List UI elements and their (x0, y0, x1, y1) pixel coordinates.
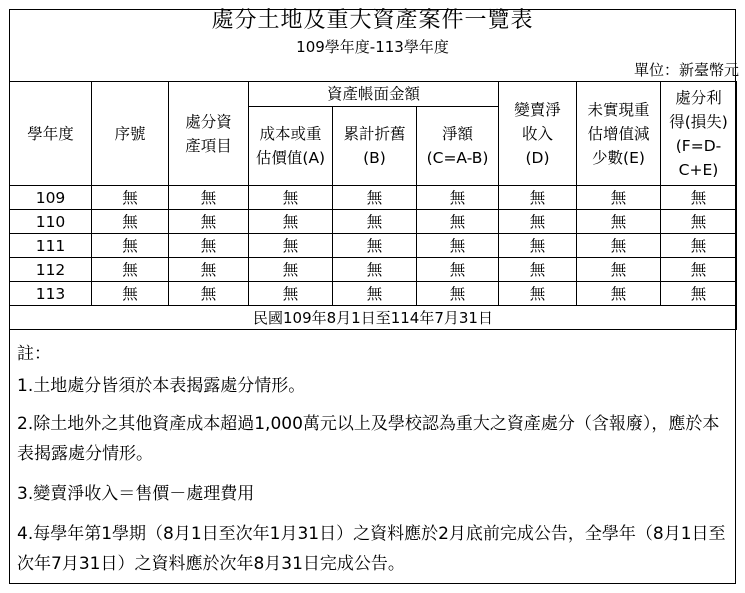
row-cell: 無 (417, 282, 499, 306)
header-unrealized: 未實現重估增值減少數(E) (577, 82, 661, 186)
row-cell: 無 (249, 186, 333, 210)
row-cell: 無 (249, 210, 333, 234)
note-item: 1.土地處分皆須於本表揭露處分情形。 (17, 376, 306, 396)
row-cell: 無 (417, 186, 499, 210)
header-cost: 成本或重估價值(A) (249, 107, 333, 186)
header-net: 淨額(C=A-B) (417, 107, 499, 186)
row-cell: 無 (92, 258, 169, 282)
row-cell: 無 (499, 282, 577, 306)
row-cell: 無 (169, 258, 249, 282)
table-row (10, 258, 737, 282)
page-subtitle: 109學年度-113學年度 (296, 38, 449, 56)
row-cell: 無 (169, 282, 249, 306)
header-gain: 處分利得(損失)(F=D-C+E) (661, 82, 737, 186)
header-sale: 變賣淨收入(D) (499, 82, 577, 186)
row-cell: 無 (169, 234, 249, 258)
header-item: 處分資產項目 (169, 82, 249, 186)
row-cell: 無 (661, 282, 737, 306)
row-cell: 無 (417, 210, 499, 234)
row-cell: 無 (92, 282, 169, 306)
row-year: 109 (10, 186, 92, 210)
row-cell: 無 (499, 258, 577, 282)
table-row (10, 210, 737, 234)
row-cell: 無 (333, 282, 417, 306)
row-cell: 無 (577, 186, 661, 210)
row-cell: 無 (577, 234, 661, 258)
row-cell: 無 (661, 210, 737, 234)
row-cell: 無 (417, 234, 499, 258)
note-item: 2.除土地外之其他資產成本超過1,000萬元以上及學校認為重大之資產處分（含報廢），應於本表揭露處分情形。 (17, 414, 720, 464)
row-cell: 無 (577, 210, 661, 234)
row-cell: 無 (577, 258, 661, 282)
row-cell: 無 (333, 186, 417, 210)
currency-unit: 單位：新臺幣元 (633, 61, 739, 79)
row-year: 111 (10, 234, 92, 258)
table-row (10, 186, 737, 210)
disposal-table (9, 81, 737, 330)
notes-label: 註： (17, 344, 51, 364)
row-cell: 無 (661, 258, 737, 282)
row-cell: 無 (577, 282, 661, 306)
row-year: 113 (10, 282, 92, 306)
row-cell: 無 (499, 234, 577, 258)
row-cell: 無 (249, 234, 333, 258)
row-cell: 無 (92, 186, 169, 210)
table-row (10, 282, 737, 306)
header-seq: 序號 (92, 82, 169, 186)
row-cell: 無 (333, 210, 417, 234)
table-row (10, 234, 737, 258)
row-year: 112 (10, 258, 92, 282)
row-cell: 無 (249, 282, 333, 306)
row-cell: 無 (169, 186, 249, 210)
header-book-value-group: 資產帳面金額 (249, 82, 499, 107)
row-cell: 無 (661, 186, 737, 210)
row-cell: 無 (499, 210, 577, 234)
row-cell: 無 (92, 210, 169, 234)
row-cell: 無 (333, 258, 417, 282)
row-cell: 無 (92, 234, 169, 258)
row-cell: 無 (249, 258, 333, 282)
period-note: 民國109年8月1日至114年7月31日 (10, 306, 737, 330)
header-depreciation: 累計折舊(B) (333, 107, 417, 186)
header-year: 學年度 (10, 82, 92, 186)
page-title: 處分土地及重大資產案件一覽表 (211, 8, 534, 33)
note-item: 3.變賣淨收入＝售價－處理費用 (17, 484, 255, 504)
row-year: 110 (10, 210, 92, 234)
row-cell: 無 (661, 234, 737, 258)
notes-section (9, 339, 736, 584)
note-item: 4.每學年第1學期（8月1日至次年1月31日）之資料應於2月底前完成公告，全學年（8月1日至次年7月31日）之資料應於次年8月31日完成公告。 (17, 524, 726, 574)
row-cell: 無 (333, 234, 417, 258)
row-cell: 無 (169, 210, 249, 234)
row-cell: 無 (417, 258, 499, 282)
row-cell: 無 (499, 186, 577, 210)
